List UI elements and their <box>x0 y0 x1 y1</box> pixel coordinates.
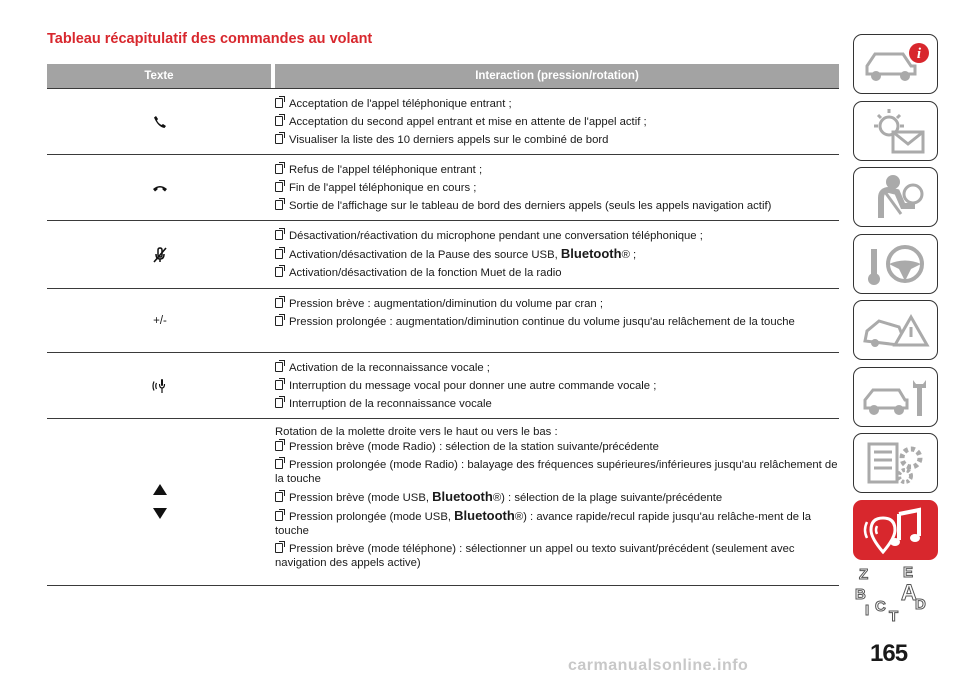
phone-icon <box>153 115 167 129</box>
svg-text:i: i <box>916 46 921 62</box>
checkbox-bullet-icon <box>275 459 283 469</box>
tab-specifications[interactable] <box>853 433 938 493</box>
checkbox-bullet-icon <box>275 200 283 210</box>
list-item: Fin de l'appel téléphonique en cours ; <box>275 181 839 195</box>
key-cell <box>47 155 273 220</box>
tab-car-info[interactable] <box>853 34 938 94</box>
rotation-intro: Rotation de la molette droite vers le haut ou vers le bas : <box>275 426 558 438</box>
checkbox-bullet-icon <box>275 134 283 144</box>
key-cell <box>47 89 273 154</box>
seat-airbag-icon <box>859 172 933 222</box>
list-item: Pression brève (mode Radio) : sélection de la station suivante/précédente <box>275 440 839 454</box>
bluetooth-brand: Bluetooth <box>432 489 493 504</box>
list-item: Activation/désactivation de la Pause des source USB, Bluetooth® ; <box>275 247 839 262</box>
mute-icon <box>152 247 168 263</box>
tab-maintenance[interactable] <box>853 367 938 427</box>
commands-table <box>47 64 839 586</box>
table-row <box>47 419 839 586</box>
checkbox-bullet-icon <box>275 380 283 390</box>
list-item: Refus de l'appel téléphonique entrant ; <box>275 163 839 177</box>
table-header <box>47 64 839 88</box>
list-item: Sortie de l'affichage sur le tableau de bord des derniers appels (seuls les appels navigation actif) <box>275 199 839 213</box>
list-item: Pression prolongée (mode Radio) : balayage des fréquences supérieures/inférieures jusqu'au relâchement de la touche <box>275 459 838 485</box>
bluetooth-brand: Bluetooth <box>560 246 622 261</box>
voice-recognition-icon <box>152 378 168 394</box>
checkbox-bullet-icon <box>275 511 283 521</box>
hang-up-icon <box>152 183 168 193</box>
checkbox-bullet-icon <box>275 164 283 174</box>
list-item: Acceptation de l'appel téléphonique entrant ; <box>275 97 839 111</box>
list-item: Pression brève (mode USB, Bluetooth®) : sélection de la plage suivante/précédente <box>275 490 839 505</box>
list-item: Pression prolongée : augmentation/diminution continue du volume jusqu'au relâchement de la touche <box>275 315 839 329</box>
list-item: Acceptation du second appel entrant et mise en attente de l'appel actif ; <box>275 115 839 129</box>
table-row <box>47 353 839 419</box>
checkbox-bullet-icon <box>275 316 283 326</box>
checkbox-bullet-icon <box>275 362 283 372</box>
list-item: Interruption du message vocal pour donner une autre commande vocale ; <box>275 379 839 393</box>
list-item: Interruption de la reconnaissance vocale <box>275 397 839 411</box>
table-row <box>47 289 839 353</box>
checkbox-bullet-icon <box>275 116 283 126</box>
up-down-arrows-icon <box>152 483 168 521</box>
checkbox-bullet-icon <box>275 267 283 277</box>
checkbox-bullet-icon <box>275 543 283 553</box>
header-interaction: Interaction (pression/rotation) <box>475 70 639 82</box>
checkbox-bullet-icon <box>275 230 283 240</box>
watermark: carmanualsonline.info <box>568 657 749 674</box>
list-item: Pression brève (mode téléphone) : sélectionner un appel ou texto suivant/précédent (seulement avec navigation des appels active) <box>275 543 795 569</box>
checkbox-bullet-icon <box>275 249 283 259</box>
index-tab[interactable]: Z E B A C D I T <box>855 564 926 625</box>
key-cell <box>47 289 273 352</box>
page-title: Tableau récapitulatif des commandes au volant <box>47 31 373 47</box>
checkbox-bullet-icon <box>275 298 283 308</box>
tab-multimedia[interactable] <box>853 500 938 560</box>
tab-warning-lights[interactable] <box>853 101 938 161</box>
car-maintenance-wrench-icon <box>859 372 933 422</box>
warning-lights-mail-icon <box>859 106 933 156</box>
specifications-gears-icon <box>859 438 933 488</box>
multimedia-music-icon <box>859 504 933 556</box>
checkbox-bullet-icon <box>275 98 283 108</box>
list-item: Visualiser la liste des 10 derniers appels sur le combiné de bord <box>275 133 839 147</box>
list-item: Activation/désactivation de la fonction Muet de la radio <box>275 266 839 280</box>
table-row <box>47 155 839 221</box>
chapter-sidebar <box>853 34 938 626</box>
page-number: 165 <box>870 640 908 667</box>
steering-wheel-key-icon <box>859 239 933 289</box>
list-item: Pression prolongée (mode USB, Bluetooth®) : avance rapide/recul rapide jusqu'au relâche-ment de la touche <box>275 508 812 537</box>
tab-emergency[interactable] <box>853 300 938 360</box>
tab-starting-driving[interactable] <box>853 234 938 294</box>
checkbox-bullet-icon <box>275 441 283 451</box>
car-info-icon <box>859 40 933 88</box>
table-row <box>47 221 839 289</box>
key-cell <box>47 221 273 288</box>
tab-safety[interactable] <box>853 167 938 227</box>
key-cell <box>47 353 273 418</box>
checkbox-bullet-icon <box>275 492 283 502</box>
car-crash-warning-icon <box>859 305 933 355</box>
bluetooth-brand: Bluetooth <box>454 508 515 523</box>
list-item: Désactivation/réactivation du microphone pendant une conversation téléphonique ; <box>275 229 839 243</box>
list-item: Activation de la reconnaissance vocale ; <box>275 361 839 375</box>
table-row <box>47 88 839 155</box>
header-texte: Texte <box>144 70 174 82</box>
key-cell <box>47 419 273 585</box>
checkbox-bullet-icon <box>275 398 283 408</box>
volume-key-label: +/- <box>153 314 167 327</box>
list-item: Pression brève : augmentation/diminution du volume par cran ; <box>275 297 839 311</box>
checkbox-bullet-icon <box>275 182 283 192</box>
